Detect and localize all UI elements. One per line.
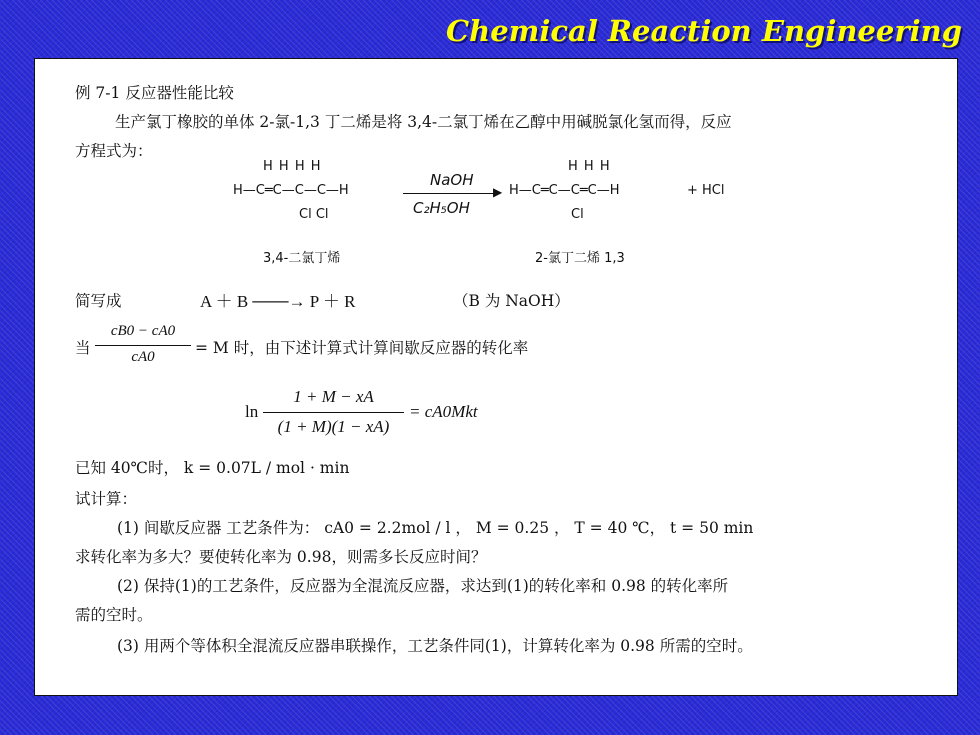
reactant-cl-row: Cl Cl xyxy=(299,207,329,222)
shorthand-equation: A ＋ B ───→ P ＋ R xyxy=(200,292,356,311)
reactant-name: 3,4-二氯丁烯 xyxy=(263,251,341,266)
product-hcl: + HCl xyxy=(687,183,725,198)
eq-numerator: 1 + M − xA xyxy=(293,387,374,406)
question-1-line-1: (1) 间歇反应器 工艺条件为： cA0 = 2.2mol / l ， M = 0.25 ， T = 40 ℃， t = 50 min xyxy=(117,519,754,537)
reactant-structure: H—C═C—C—C—H xyxy=(233,183,349,198)
reaction-arrow xyxy=(403,193,495,194)
intro-line-1: 生产氯丁橡胶的单体 2-氯-1,3 丁二烯是将 3,4-二氯丁烯在乙醇中用碱脱氯化氢而得，反应 xyxy=(115,113,732,131)
question-2-line-2: 需的空时。 xyxy=(75,606,153,624)
example-slide xyxy=(34,58,958,696)
reagent-naoh: NaOH xyxy=(430,171,474,189)
product-cl-row: Cl xyxy=(571,207,584,222)
example-title: 例 7-1 反应器性能比较 xyxy=(75,84,234,102)
m-numerator: cB0 − cA0 xyxy=(110,323,176,339)
m-denominator: cA0 xyxy=(131,349,155,365)
when-word: 当 xyxy=(75,339,91,357)
eq-fraction-bar xyxy=(263,412,404,413)
m-rest: = M 时，由下述计算式计算间歇反应器的转化率 xyxy=(195,339,529,357)
reactant-h-row: H H H H xyxy=(263,159,322,174)
known-condition: 已知 40℃时， k = 0.07L / mol · min xyxy=(75,459,350,477)
product-h-row: H H H xyxy=(568,159,611,174)
intro-line-2: 方程式为： xyxy=(75,142,153,160)
eq-denominator: (1 + M)(1 − xA) xyxy=(277,417,390,436)
eq-ln: ln xyxy=(245,402,259,421)
product-structure: H—C═C—C═C—H xyxy=(509,183,620,198)
question-3: (3) 用两个等体积全混流反应器串联操作，工艺条件同(1)，计算转化率为 0.98 所需的空时。 xyxy=(117,637,753,655)
header-title: Chemical Reaction Engineering xyxy=(446,14,962,48)
question-2-line-1: (2) 保持(1)的工艺条件，反应器为全混流反应器，求达到(1)的转化率和 0.98 的转化率所 xyxy=(117,577,729,595)
question-1-line-2: 求转化率为多大？要使转化率为 0.98，则需多长反应时间？ xyxy=(75,548,487,566)
m-fraction-bar xyxy=(95,345,191,346)
reagent-ethanol: C₂H₅OH xyxy=(413,199,470,217)
shorthand-note: （B 为 NaOH） xyxy=(453,292,570,310)
shorthand-label: 简写成 xyxy=(75,292,122,310)
product-name: 2-氯丁二烯 1,3 xyxy=(535,251,625,266)
reaction-arrowhead: ▶ xyxy=(493,185,503,199)
eq-right: = cA0Mkt xyxy=(409,402,478,421)
try-calc: 试计算： xyxy=(75,490,138,508)
